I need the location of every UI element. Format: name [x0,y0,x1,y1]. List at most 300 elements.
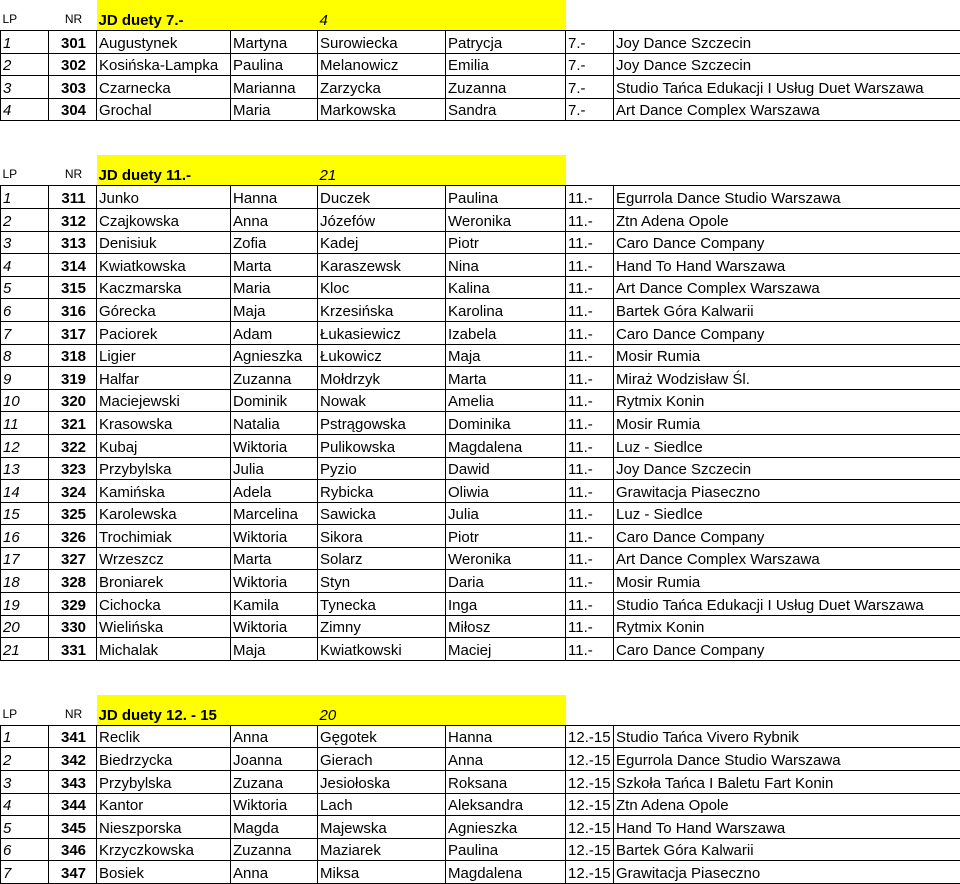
lp-cell: 3 [1,231,49,254]
firstname-2-cell: Piotr [446,525,566,548]
surname-1-cell: Paciorek [97,321,231,344]
club-cell: Szkoła Tańca I Baletu Fart Konin [614,771,960,794]
lp-cell: 1 [1,725,49,748]
firstname-1-cell: Marta [231,254,318,277]
nr-cell: 329 [49,593,97,616]
firstname-1-cell: Natalia [231,412,318,435]
table-row [1,31,960,54]
lp-cell: 3 [1,76,49,99]
surname-1-cell: Karolewska [97,502,231,525]
section-title: JD duety 12. - 15 [97,695,318,726]
table-row [1,53,960,76]
nr-cell: 341 [49,725,97,748]
firstname-1-cell: Wiktoria [231,434,318,457]
surname-1-cell: Augustynek [97,31,231,54]
category-cell: 12.-15 [566,793,614,816]
lp-cell: 2 [1,748,49,771]
club-cell: Art Dance Complex Warszawa [614,276,960,299]
firstname-1-cell: Wiktoria [231,570,318,593]
section-table [0,695,960,884]
firstname-1-cell: Anna [231,861,318,884]
surname-2-cell: Gierach [318,748,446,771]
category-cell: 11.- [566,412,614,435]
firstname-2-cell: Weronika [446,547,566,570]
surname-2-cell: Gęgotek [318,725,446,748]
club-cell: Grawitacja Piaseczno [614,861,960,884]
table-row [1,457,960,480]
firstname-2-cell: Paulina [446,838,566,861]
table-row [1,793,960,816]
firstname-2-cell: Karolina [446,299,566,322]
surname-2-cell: Józefów [318,208,446,231]
category-cell: 11.- [566,208,614,231]
firstname-1-cell: Paulina [231,53,318,76]
category-cell: 11.- [566,231,614,254]
category-cell: 7.- [566,31,614,54]
nr-cell: 325 [49,502,97,525]
firstname-2-cell: Zuzanna [446,76,566,99]
club-cell: Studio Tańca Vivero Rybnik [614,725,960,748]
surname-1-cell: Przybylska [97,771,231,794]
surname-1-cell: Bosiek [97,861,231,884]
surname-2-cell: Pulikowska [318,434,446,457]
category-cell: 11.- [566,344,614,367]
firstname-2-cell: Emilia [446,53,566,76]
club-cell: Caro Dance Company [614,231,960,254]
nr-cell: 330 [49,615,97,638]
lp-cell: 12 [1,434,49,457]
lp-cell: 15 [1,502,49,525]
category-cell: 11.- [566,389,614,412]
firstname-1-cell: Maja [231,638,318,661]
surname-2-cell: Pstrągowska [318,412,446,435]
firstname-2-cell: Maja [446,344,566,367]
firstname-1-cell: Anna [231,208,318,231]
lp-cell: 1 [1,31,49,54]
club-cell: Studio Tańca Edukacji I Usług Duet Warszawa [614,76,960,99]
lp-cell: 14 [1,480,49,503]
firstname-1-cell: Zuzana [231,771,318,794]
category-cell: 11.- [566,254,614,277]
section-header-row [1,695,960,726]
lp-cell: 4 [1,98,49,121]
nr-cell: 312 [49,208,97,231]
lp-cell: 7 [1,321,49,344]
lp-cell: 2 [1,208,49,231]
table-row [1,480,960,503]
club-cell: Rytmix Konin [614,389,960,412]
firstname-1-cell: Marcelina [231,502,318,525]
section-spacer [0,661,960,695]
firstname-2-cell: Patrycja [446,31,566,54]
table-row [1,321,960,344]
lp-cell: 6 [1,299,49,322]
firstname-2-cell: Sandra [446,98,566,121]
surname-2-cell: Duczek [318,186,446,209]
firstname-1-cell: Maria [231,276,318,299]
surname-2-cell: Karaszewsk [318,254,446,277]
section-title: JD duety 11.- [97,155,318,186]
table-row [1,389,960,412]
table-row [1,367,960,390]
surname-1-cell: Maciejewski [97,389,231,412]
category-cell: 11.- [566,299,614,322]
surname-2-cell: Rybicka [318,480,446,503]
category-cell: 11.- [566,434,614,457]
surname-2-cell: Kloc [318,276,446,299]
firstname-2-cell: Nina [446,254,566,277]
surname-1-cell: Przybylska [97,457,231,480]
category-cell: 12.-15 [566,748,614,771]
surname-2-cell: Maziarek [318,838,446,861]
firstname-2-cell: Paulina [446,186,566,209]
surname-1-cell: Michalak [97,638,231,661]
nr-cell: 320 [49,389,97,412]
lp-cell: 19 [1,593,49,616]
surname-2-cell: Pyzio [318,457,446,480]
surname-2-cell: Kwiatkowski [318,638,446,661]
section-spacer [0,121,960,155]
firstname-2-cell: Miłosz [446,615,566,638]
firstname-2-cell: Aleksandra [446,793,566,816]
table-row [1,593,960,616]
category-cell: 12.-15 [566,771,614,794]
club-cell: Luz - Siedlce [614,434,960,457]
firstname-2-cell: Anna [446,748,566,771]
surname-2-cell: Majewska [318,816,446,839]
table-row [1,502,960,525]
table-row [1,725,960,748]
table-row [1,861,960,884]
table-row [1,186,960,209]
surname-1-cell: Broniarek [97,570,231,593]
firstname-1-cell: Maja [231,299,318,322]
firstname-2-cell: Dawid [446,457,566,480]
surname-2-cell: Sawicka [318,502,446,525]
section-count: 4 [318,0,566,31]
club-cell: Mosir Rumia [614,570,960,593]
nr-header: NR [49,155,97,186]
club-cell: Studio Tańca Edukacji I Usług Duet Warszawa [614,593,960,616]
surname-2-cell: Markowska [318,98,446,121]
firstname-2-cell: Piotr [446,231,566,254]
lp-cell: 16 [1,525,49,548]
club-cell: Mosir Rumia [614,344,960,367]
club-cell: Egurrola Dance Studio Warszawa [614,748,960,771]
firstname-2-cell: Marta [446,367,566,390]
surname-2-cell: Melanowicz [318,53,446,76]
firstname-1-cell: Hanna [231,186,318,209]
firstname-2-cell: Inga [446,593,566,616]
section-header-row [1,0,960,31]
firstname-2-cell: Hanna [446,725,566,748]
club-cell: Joy Dance Szczecin [614,53,960,76]
lp-cell: 1 [1,186,49,209]
category-cell: 11.- [566,593,614,616]
club-cell: Art Dance Complex Warszawa [614,98,960,121]
category-cell: 7.- [566,53,614,76]
category-cell: 12.-15 [566,838,614,861]
club-cell: Bartek Góra Kalwarii [614,838,960,861]
nr-cell: 345 [49,816,97,839]
club-cell: Caro Dance Company [614,321,960,344]
firstname-1-cell: Dominik [231,389,318,412]
nr-cell: 314 [49,254,97,277]
category-cell: 11.- [566,321,614,344]
category-cell: 12.-15 [566,861,614,884]
firstname-2-cell: Dominika [446,412,566,435]
nr-cell: 319 [49,367,97,390]
nr-cell: 303 [49,76,97,99]
surname-1-cell: Czajkowska [97,208,231,231]
nr-cell: 324 [49,480,97,503]
firstname-1-cell: Zuzanna [231,838,318,861]
lp-cell: 8 [1,344,49,367]
firstname-1-cell: Maria [231,98,318,121]
table-row [1,570,960,593]
category-cell: 7.- [566,98,614,121]
firstname-1-cell: Zuzanna [231,367,318,390]
surname-2-cell: Nowak [318,389,446,412]
nr-cell: 301 [49,31,97,54]
firstname-1-cell: Kamila [231,593,318,616]
lp-cell: 4 [1,254,49,277]
category-cell: 11.- [566,276,614,299]
firstname-2-cell: Roksana [446,771,566,794]
surname-2-cell: Sikora [318,525,446,548]
table-row [1,76,960,99]
surname-1-cell: Cichocka [97,593,231,616]
nr-cell: 304 [49,98,97,121]
section-title: JD duety 7.- [97,0,318,31]
category-cell: 11.- [566,457,614,480]
nr-cell: 331 [49,638,97,661]
nr-cell: 311 [49,186,97,209]
firstname-1-cell: Joanna [231,748,318,771]
firstname-2-cell: Izabela [446,321,566,344]
lp-cell: 4 [1,793,49,816]
header-empty [566,155,960,186]
club-cell: Egurrola Dance Studio Warszawa [614,186,960,209]
category-cell: 11.- [566,502,614,525]
table-row [1,816,960,839]
table-row [1,412,960,435]
surname-2-cell: Tynecka [318,593,446,616]
nr-cell: 327 [49,547,97,570]
lp-cell: 3 [1,771,49,794]
nr-cell: 328 [49,570,97,593]
section-count: 20 [318,695,566,726]
table-row [1,525,960,548]
table-row [1,434,960,457]
table-row [1,254,960,277]
surname-1-cell: Reclik [97,725,231,748]
table-row [1,208,960,231]
lp-cell: 17 [1,547,49,570]
surname-1-cell: Ligier [97,344,231,367]
firstname-2-cell: Kalina [446,276,566,299]
section-header-row [1,155,960,186]
firstname-1-cell: Marianna [231,76,318,99]
club-cell: Rytmix Konin [614,615,960,638]
firstname-1-cell: Wiktoria [231,525,318,548]
surname-1-cell: Biedrzycka [97,748,231,771]
lp-cell: 9 [1,367,49,390]
lp-cell: 7 [1,861,49,884]
surname-1-cell: Krzyczkowska [97,838,231,861]
firstname-1-cell: Martyna [231,31,318,54]
nr-cell: 315 [49,276,97,299]
firstname-1-cell: Zofia [231,231,318,254]
surname-2-cell: Solarz [318,547,446,570]
surname-2-cell: Styn [318,570,446,593]
table-row [1,299,960,322]
firstname-1-cell: Agnieszka [231,344,318,367]
surname-1-cell: Kamińska [97,480,231,503]
surname-2-cell: Zarzycka [318,76,446,99]
section-table [0,155,960,660]
surname-1-cell: Kantor [97,793,231,816]
section-table [0,0,960,121]
firstname-1-cell: Julia [231,457,318,480]
nr-cell: 316 [49,299,97,322]
lp-cell: 11 [1,412,49,435]
category-cell: 7.- [566,76,614,99]
firstname-1-cell: Anna [231,725,318,748]
nr-cell: 343 [49,771,97,794]
surname-1-cell: Halfar [97,367,231,390]
surname-1-cell: Grochal [97,98,231,121]
lp-cell: 10 [1,389,49,412]
club-cell: Mosir Rumia [614,412,960,435]
lp-header: LP [1,155,49,186]
table-row [1,547,960,570]
table-row [1,771,960,794]
club-cell: Joy Dance Szczecin [614,31,960,54]
lp-cell: 21 [1,638,49,661]
club-cell: Hand To Hand Warszawa [614,816,960,839]
category-cell: 12.-15 [566,725,614,748]
surname-1-cell: Czarnecka [97,76,231,99]
nr-header: NR [49,695,97,726]
nr-cell: 323 [49,457,97,480]
lp-cell: 2 [1,53,49,76]
lp-cell: 5 [1,816,49,839]
surname-2-cell: Krzesińska [318,299,446,322]
nr-cell: 346 [49,838,97,861]
nr-cell: 302 [49,53,97,76]
category-cell: 11.- [566,547,614,570]
table-row [1,98,960,121]
nr-header: NR [49,0,97,31]
firstname-1-cell: Adela [231,480,318,503]
category-cell: 12.-15 [566,816,614,839]
club-cell: Joy Dance Szczecin [614,457,960,480]
club-cell: Bartek Góra Kalwarii [614,299,960,322]
surname-1-cell: Wrzeszcz [97,547,231,570]
firstname-1-cell: Magda [231,816,318,839]
section-count: 21 [318,155,566,186]
lp-cell: 6 [1,838,49,861]
header-empty [566,0,960,31]
surname-1-cell: Junko [97,186,231,209]
table-row [1,748,960,771]
firstname-2-cell: Weronika [446,208,566,231]
nr-cell: 318 [49,344,97,367]
club-cell: Miraż Wodzisław Śl. [614,367,960,390]
firstname-2-cell: Agnieszka [446,816,566,839]
club-cell: Caro Dance Company [614,525,960,548]
surname-2-cell: Zimny [318,615,446,638]
surname-1-cell: Nieszporska [97,816,231,839]
surname-1-cell: Krasowska [97,412,231,435]
lp-cell: 18 [1,570,49,593]
firstname-1-cell: Adam [231,321,318,344]
table-row [1,838,960,861]
nr-cell: 347 [49,861,97,884]
nr-cell: 326 [49,525,97,548]
club-cell: Hand To Hand Warszawa [614,254,960,277]
surname-2-cell: Jesiołoska [318,771,446,794]
table-row [1,231,960,254]
firstname-2-cell: Daria [446,570,566,593]
surname-2-cell: Mołdrzyk [318,367,446,390]
lp-header: LP [1,0,49,31]
nr-cell: 344 [49,793,97,816]
surname-1-cell: Wielińska [97,615,231,638]
club-cell: Ztn Adena Opole [614,793,960,816]
club-cell: Ztn Adena Opole [614,208,960,231]
surname-1-cell: Kaczmarska [97,276,231,299]
firstname-1-cell: Marta [231,547,318,570]
lp-cell: 20 [1,615,49,638]
firstname-2-cell: Magdalena [446,434,566,457]
category-cell: 11.- [566,638,614,661]
nr-cell: 321 [49,412,97,435]
firstname-2-cell: Maciej [446,638,566,661]
table-row [1,638,960,661]
surname-1-cell: Denisiuk [97,231,231,254]
category-cell: 11.- [566,367,614,390]
firstname-1-cell: Wiktoria [231,615,318,638]
club-cell: Grawitacja Piaseczno [614,480,960,503]
firstname-2-cell: Amelia [446,389,566,412]
category-cell: 11.- [566,480,614,503]
category-cell: 11.- [566,186,614,209]
surname-2-cell: Łukowicz [318,344,446,367]
surname-2-cell: Łukasiewicz [318,321,446,344]
table-row [1,344,960,367]
nr-cell: 313 [49,231,97,254]
surname-1-cell: Trochimiak [97,525,231,548]
category-cell: 11.- [566,570,614,593]
surname-2-cell: Miksa [318,861,446,884]
firstname-1-cell: Wiktoria [231,793,318,816]
surname-2-cell: Surowiecka [318,31,446,54]
header-empty [566,695,960,726]
club-cell: Luz - Siedlce [614,502,960,525]
firstname-2-cell: Julia [446,502,566,525]
surname-1-cell: Kosińska-Lampka [97,53,231,76]
surname-1-cell: Kwiatkowska [97,254,231,277]
lp-header: LP [1,695,49,726]
table-row [1,615,960,638]
club-cell: Caro Dance Company [614,638,960,661]
lp-cell: 13 [1,457,49,480]
club-cell: Art Dance Complex Warszawa [614,547,960,570]
surname-2-cell: Lach [318,793,446,816]
surname-1-cell: Górecka [97,299,231,322]
